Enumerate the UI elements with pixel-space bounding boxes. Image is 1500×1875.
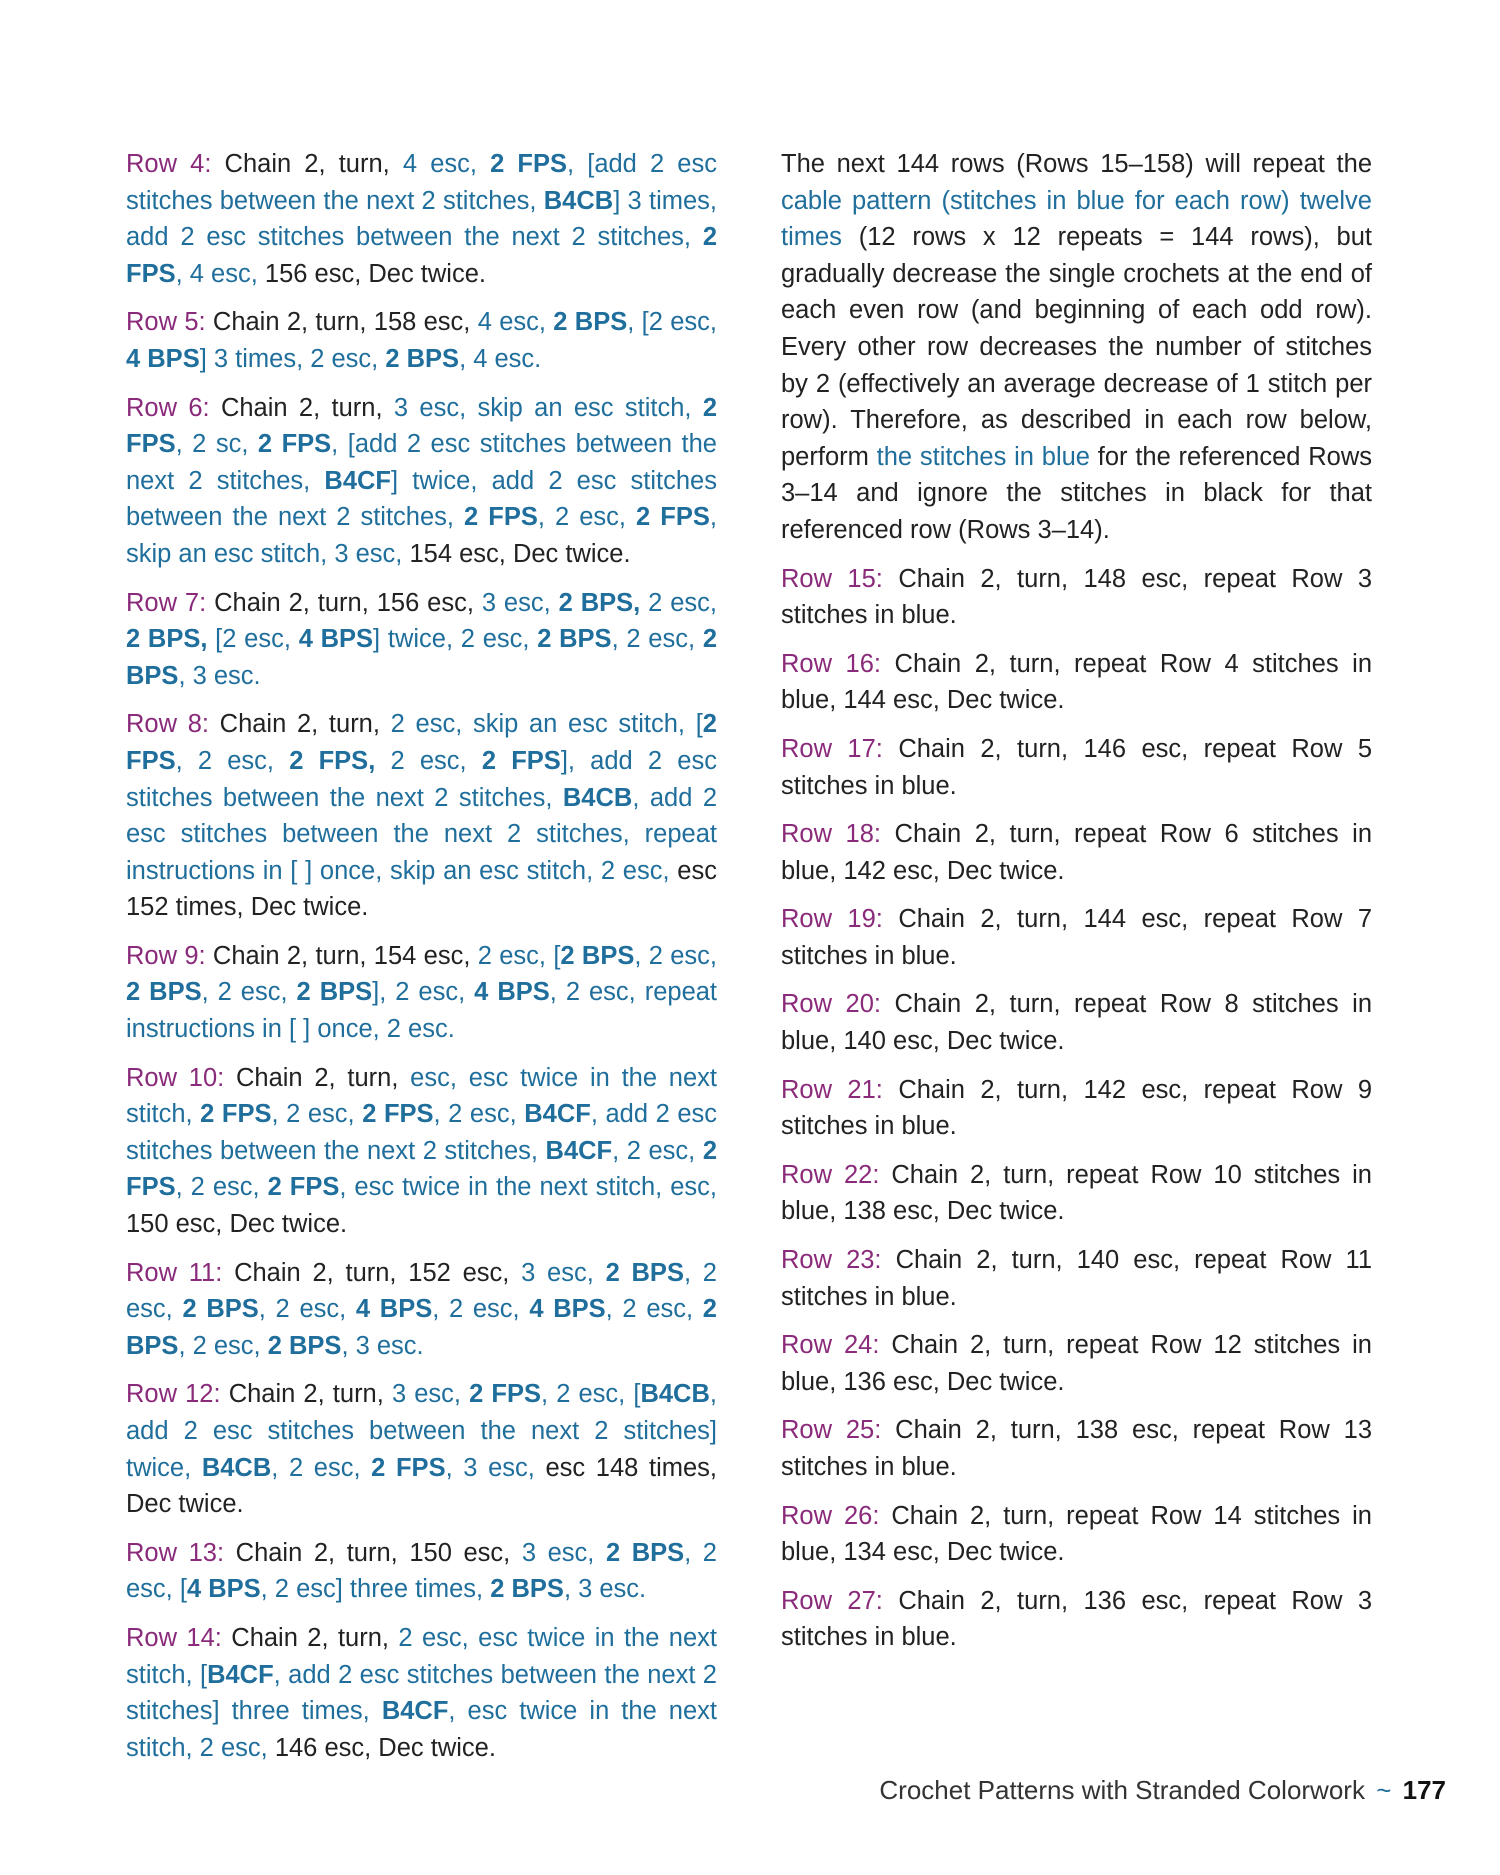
text-blue: ] 3 times, 2 esc,	[199, 344, 386, 373]
stitch-abbrev: 2 BPS	[605, 1538, 685, 1567]
text-black: 156 esc, Dec twice.	[257, 259, 486, 288]
text-blue: , 4 esc,	[175, 259, 258, 288]
stitch-abbrev: B4CB	[562, 783, 633, 812]
text-blue: , 2 esc,	[537, 503, 637, 532]
footer-separator: ~	[1376, 1775, 1392, 1805]
text-blue: 3 esc,	[521, 1258, 606, 1287]
row-instruction	[781, 901, 1372, 974]
text-blue: , 2 esc,	[178, 1331, 268, 1360]
stitch-abbrev: B4CF	[524, 1100, 591, 1129]
text-blue: , [add 2 esc stitches between the next 2 stitches,	[126, 150, 717, 215]
text-blue: , 2 esc,	[271, 1453, 372, 1482]
stitch-abbrev: 4 BPS	[474, 978, 550, 1007]
stitch-abbrev: 2 FPS	[200, 1100, 272, 1129]
text-black: Chain 2, turn, repeat Row 6 stitches in blue, 142 esc, Dec twice.	[781, 820, 1373, 885]
text-blue: ] 3 times, add 2 esc stitches between the next 2 stitches,	[126, 186, 717, 252]
stitch-abbrev: 2 FPS	[636, 503, 710, 532]
stitch-abbrev: 2 FPS	[126, 393, 717, 459]
text-blue: , add 2 esc stitches between the next 2 stitches,	[126, 1100, 717, 1165]
text-blue: , 2 esc,	[175, 1173, 268, 1202]
stitch-abbrev: 2 BPS	[553, 308, 628, 337]
stitch-abbrev: 2 BPS	[296, 978, 373, 1007]
row-instruction	[126, 1060, 717, 1243]
stitch-abbrev: 2 FPS	[257, 430, 332, 459]
stitch-abbrev: 2 BPS	[385, 344, 460, 373]
text-black: Chain 2, turn, 136 esc, repeat Row 3 stitches in blue.	[781, 1586, 1373, 1652]
row-instruction	[781, 986, 1372, 1059]
row-instruction	[781, 1412, 1372, 1485]
text-black: Chain 2, turn,	[209, 393, 394, 422]
row-label: Row 13:	[126, 1538, 225, 1567]
stitch-abbrev: 2 FPS	[490, 150, 568, 178]
row-instruction	[781, 731, 1372, 804]
text-blue: 4 esc,	[402, 150, 491, 178]
text-blue: , 2 esc,	[433, 1100, 525, 1129]
text-black: Chain 2, turn,	[208, 710, 391, 739]
row-label: Row 12:	[126, 1380, 221, 1409]
right-column	[781, 146, 1372, 1668]
row-instruction	[126, 304, 717, 377]
row-label: Row 15:	[781, 564, 883, 593]
row-label: Row 8:	[126, 710, 209, 739]
text-black: 154 esc, Dec twice.	[402, 539, 631, 568]
text-blue: , 2 sc,	[175, 430, 258, 459]
text-blue: , 2 esc,	[612, 1136, 703, 1165]
text-blue: the stitches in blue	[876, 442, 1090, 471]
row-label: Row 14:	[126, 1623, 222, 1652]
row-instruction	[781, 1498, 1372, 1571]
text-blue: , 2 esc, [	[541, 1380, 641, 1409]
text-blue: 3 esc, skip an esc stitch,	[393, 393, 703, 422]
text-blue: , 2 esc,	[634, 941, 718, 970]
stitch-abbrev: 2 BPS	[126, 1295, 717, 1360]
row-label: Row 21:	[781, 1075, 883, 1104]
stitch-abbrev: B4CB	[543, 186, 614, 215]
row-instruction	[126, 1620, 717, 1766]
row-label: Row 17:	[781, 734, 883, 763]
row-instruction	[126, 706, 717, 926]
text-black: Chain 2, turn, 156 esc,	[206, 588, 482, 617]
stitch-abbrev: 2 FPS,	[289, 746, 376, 775]
text-blue: , 3 esc.	[178, 661, 261, 690]
text-blue: , esc twice in the next stitch, 2 esc,	[126, 1697, 717, 1762]
text-black: Chain 2, turn, repeat Row 12 stitches in blue, 136 esc, Dec twice.	[781, 1331, 1372, 1396]
row-label: Row 24:	[781, 1331, 880, 1360]
text-black: Chain 2, turn, 142 esc, repeat Row 9 stitches in blue.	[781, 1075, 1373, 1141]
text-black: Chain 2, turn, 154 esc,	[205, 941, 478, 970]
text-blue: , 2 esc, [	[126, 1538, 717, 1604]
text-black: Chain 2, turn, 158 esc,	[205, 308, 478, 337]
text-blue: 2 esc, skip an esc stitch, [	[390, 710, 703, 739]
text-black: 146 esc, Dec twice.	[267, 1733, 496, 1762]
stitch-abbrev: 4 BPS	[529, 1295, 606, 1324]
row-label: Row 7:	[126, 588, 207, 617]
row-label: Row 11:	[126, 1258, 223, 1287]
text-blue: , 4 esc.	[459, 344, 542, 373]
stitch-abbrev: 2 FPS	[267, 1173, 340, 1202]
intro-paragraph	[781, 146, 1372, 549]
row-label: Row 16:	[781, 649, 881, 678]
row-label: Row 5:	[126, 308, 206, 337]
stitch-abbrev: 4 BPS	[126, 344, 200, 373]
text-blue: 3 esc,	[481, 588, 559, 617]
text-blue: , 2 esc,	[175, 746, 290, 775]
text-blue: 2 esc,	[375, 746, 482, 775]
row-instruction	[781, 1327, 1372, 1400]
stitch-abbrev: 2 BPS	[560, 941, 635, 970]
row-instruction	[781, 646, 1372, 719]
page-footer	[879, 1775, 1446, 1806]
text-blue: , 2 esc,	[271, 1100, 363, 1129]
text-blue: 3 esc,	[391, 1380, 470, 1409]
stitch-abbrev: 2 BPS	[537, 625, 612, 654]
row-instruction	[126, 1376, 717, 1522]
row-instruction	[126, 1255, 717, 1365]
row-instruction	[781, 561, 1372, 634]
text-black: Chain 2, turn,	[220, 1380, 392, 1409]
row-instruction	[126, 146, 717, 292]
row-instruction	[781, 1242, 1372, 1315]
text-black: Chain 2, turn, 148 esc, repeat Row 3 stitches in blue.	[781, 564, 1373, 630]
row-instruction	[781, 816, 1372, 889]
text-black: Chain 2, turn,	[221, 1623, 399, 1652]
text-black: 150 esc, Dec twice.	[126, 1210, 348, 1239]
stitch-abbrev: 2 BPS,	[558, 588, 641, 617]
row-label: Row 4:	[126, 150, 212, 178]
row-label: Row 10:	[126, 1063, 225, 1092]
text-black: (12 rows x 12 repeats = 144 rows), but gradually decrease the single crochets at the end of each even row (and beginning of each odd row). Every other row decreases the number of stitches by 2 (effectively an average decrease of 1 stitch per row). Therefore, as described in each row below, perform	[781, 223, 1372, 471]
row-instruction	[781, 1157, 1372, 1230]
stitch-abbrev: 2 FPS	[469, 1380, 541, 1409]
row-label: Row 22:	[781, 1160, 880, 1189]
text-black: Chain 2, turn,	[224, 1063, 411, 1092]
text-blue: , 2 esc,	[258, 1295, 356, 1324]
text-blue: ] twice, 2 esc,	[373, 625, 538, 654]
row-label: Row 9:	[126, 941, 206, 970]
row-label: Row 20:	[781, 990, 881, 1019]
text-black: Chain 2, turn, 140 esc, repeat Row 11 stitches in blue.	[781, 1246, 1373, 1311]
row-label: Row 19:	[781, 905, 883, 934]
text-blue: 2 esc, [	[477, 941, 561, 970]
text-blue: [2 esc,	[207, 625, 299, 654]
text-blue: , 3 esc.	[341, 1331, 424, 1360]
stitch-abbrev: 2 BPS	[605, 1258, 684, 1287]
stitch-abbrev: 2 BPS	[126, 978, 202, 1007]
text-black: Chain 2, turn, 150 esc,	[224, 1538, 522, 1567]
text-blue: , 2 esc,	[201, 978, 297, 1007]
stitch-abbrev: B4CB	[201, 1453, 272, 1482]
row-instruction	[781, 1583, 1372, 1656]
stitch-abbrev: 4 BPS	[186, 1575, 261, 1604]
text-blue: , 2 esc] three times,	[260, 1575, 491, 1604]
row-instruction	[126, 1535, 717, 1608]
row-label: Row 6:	[126, 393, 210, 422]
stitch-abbrev: 2 FPS	[126, 223, 717, 288]
stitch-abbrev: 2 FPS	[481, 746, 561, 775]
text-blue: , add 2 esc stitches between the next 2 stitches, repeat instructions in [ ] once, skip an esc stitch, 2 esc,	[126, 783, 718, 885]
stitch-abbrev: 2 BPS	[490, 1575, 564, 1604]
footer-book-title: Crochet Patterns with Stranded Colorwork	[879, 1775, 1365, 1805]
text-black: esc 148 times, Dec twice.	[126, 1453, 717, 1519]
text-blue: 2 esc,	[640, 588, 717, 617]
text-blue: ], 2 esc,	[372, 978, 475, 1007]
stitch-abbrev: 2 FPS	[126, 1136, 717, 1202]
text-blue: , 2 esc,	[432, 1295, 530, 1324]
stitch-abbrev: 2 FPS	[371, 1453, 446, 1482]
row-label: Row 18:	[781, 820, 881, 849]
stitch-abbrev: B4CF	[324, 466, 392, 495]
text-black: Chain 2, turn, 146 esc, repeat Row 5 stitches in blue.	[781, 734, 1373, 800]
text-blue: cable pattern (stitches in blue for each row) twelve times	[781, 186, 1372, 252]
row-instruction	[781, 1072, 1372, 1145]
text-black: Chain 2, turn, repeat Row 4 stitches in blue, 144 esc, Dec twice.	[781, 649, 1373, 715]
text-black: esc 152 times, Dec twice.	[126, 856, 717, 922]
left-column	[126, 146, 717, 1778]
text-black: Chain 2, turn, 152 esc,	[222, 1258, 522, 1287]
text-black: The next 144 rows (Rows 15–158) will repeat the	[781, 150, 1372, 178]
text-black: Chain 2, turn,	[211, 150, 403, 178]
text-blue: , 2 esc,	[605, 1295, 703, 1324]
text-blue: , [2 esc,	[627, 308, 717, 337]
stitch-abbrev: 4 BPS	[298, 625, 374, 654]
stitch-abbrev: 2 BPS,	[126, 625, 208, 654]
text-blue: , add 2 esc stitches between the next 2 stitches] twice,	[126, 1380, 717, 1482]
text-blue: , 3 esc.	[563, 1575, 647, 1604]
text-blue: , 3 esc,	[445, 1453, 535, 1482]
stitch-abbrev: B4CF	[545, 1136, 613, 1165]
text-blue: , 2 esc, repeat instructions in [ ] once, 2 esc.	[126, 978, 718, 1044]
text-blue: esc, esc twice in the next stitch,	[126, 1063, 717, 1129]
text-black: Chain 2, turn, repeat Row 14 stitches in blue, 134 esc, Dec twice.	[781, 1501, 1372, 1567]
page-number: 177	[1402, 1775, 1446, 1805]
stitch-abbrev: 2 FPS	[362, 1100, 434, 1129]
text-blue: , [add 2 esc stitches between the next 2 stitches,	[126, 430, 717, 495]
text-black: Chain 2, turn, 138 esc, repeat Row 13 stitches in blue.	[781, 1416, 1372, 1481]
stitch-abbrev: 2 BPS	[267, 1331, 342, 1360]
text-black: Chain 2, turn, repeat Row 8 stitches in blue, 140 esc, Dec twice.	[781, 990, 1373, 1056]
stitch-abbrev: 2 BPS	[182, 1295, 259, 1324]
text-black: for the referenced Rows 3–14 and ignore the stitches in black for that referenced row (Rows 3–14).	[781, 442, 1373, 544]
text-black: Chain 2, turn, 144 esc, repeat Row 7 stitches in blue.	[781, 905, 1373, 970]
text-blue: 4 esc,	[477, 308, 554, 337]
row-label: Row 27:	[781, 1586, 883, 1615]
text-blue: , add 2 esc stitches between the next 2 stitches] three times,	[126, 1660, 717, 1726]
row-label: Row 26:	[781, 1501, 880, 1530]
stitch-abbrev: 2 BPS	[126, 625, 717, 690]
text-blue: , esc twice in the next stitch, esc,	[339, 1173, 717, 1202]
text-black: Chain 2, turn, repeat Row 10 stitches in blue, 138 esc, Dec twice.	[781, 1160, 1372, 1226]
text-blue: ], add 2 esc stitches between the next 2 stitches,	[126, 746, 717, 812]
text-blue: 3 esc,	[521, 1538, 606, 1567]
text-blue: , 2 esc,	[126, 1258, 717, 1324]
text-blue: 2 esc, esc twice in the next stitch, [	[126, 1623, 718, 1689]
text-blue: , skip an esc stitch, 3 esc,	[126, 503, 717, 568]
stitch-abbrev: B4CB	[640, 1380, 710, 1409]
row-instruction	[126, 585, 717, 695]
stitch-abbrev: 4 BPS	[355, 1295, 433, 1324]
row-label: Row 23:	[781, 1246, 882, 1275]
stitch-abbrev: 2 FPS	[126, 710, 717, 775]
stitch-abbrev: B4CF	[381, 1697, 449, 1726]
row-label: Row 25:	[781, 1416, 882, 1445]
text-blue: ] twice, add 2 esc stitches between the next 2 stitches,	[126, 466, 717, 532]
row-instruction	[126, 938, 717, 1048]
row-instruction	[126, 390, 717, 573]
stitch-abbrev: 2 FPS	[464, 503, 538, 532]
text-blue: , 2 esc,	[611, 625, 703, 654]
stitch-abbrev: B4CF	[207, 1660, 274, 1689]
